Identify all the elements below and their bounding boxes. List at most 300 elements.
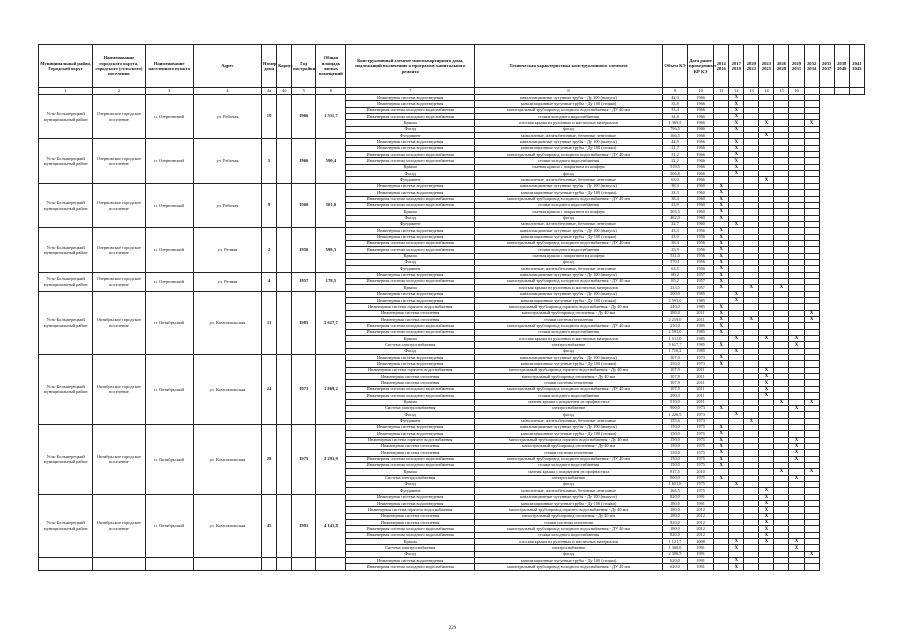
repair-period-mark: X (759, 488, 774, 494)
column-number (834, 88, 849, 95)
building-locality: п. Октябрьский (145, 355, 193, 425)
structural-element: Инженерная система отопления (346, 310, 475, 316)
building-year: 1956 (292, 228, 316, 272)
repair-period-mark: X (729, 412, 744, 418)
last-repair-date: 1985 (688, 323, 714, 329)
last-repair-date: 1966 (688, 139, 714, 145)
structural-element: Фундамент (346, 266, 475, 272)
repair-period-mark: X (714, 304, 729, 310)
column-header: 2026 2028 (774, 45, 789, 88)
element-volume: 150,0 (662, 437, 687, 443)
last-repair-date: 1966 (688, 114, 714, 120)
column-header: Техническая характеристика конструктивного элемента (475, 45, 663, 88)
repair-period-mark: X (714, 342, 729, 348)
element-volume: 180,0 (662, 507, 687, 513)
structural-element: Инженерная система холодного водоснабжения (346, 202, 475, 208)
building-settlement (93, 558, 145, 571)
technical-characteristic: монолитные, железобетонные, бетонные ленточные (475, 221, 663, 227)
last-repair-date: 1966 (688, 177, 714, 183)
building-area: 1 511,7 (316, 95, 346, 139)
repair-period-mark: X (714, 462, 729, 468)
structural-element: Инженерная система отопления (346, 450, 475, 456)
building-locality: п. Озерновский (145, 183, 193, 227)
repair-period-mark: X (714, 183, 729, 189)
repair-period-mark: X (774, 285, 789, 291)
repair-period-mark: X (759, 374, 774, 380)
building-house (262, 558, 277, 571)
last-repair-date: 1957 (688, 285, 714, 291)
element-volume: 21,7 (662, 145, 687, 151)
repair-period-mark: X (714, 234, 729, 240)
structural-element: Система электроснабжения (346, 405, 475, 411)
structural-element: Инженерная система водоотведения (346, 494, 475, 500)
repair-period-mark: X (759, 380, 774, 386)
technical-characteristic: электроснабжение (475, 405, 663, 411)
repair-period-mark: X (714, 247, 729, 253)
building-locality: п. Озерновский (145, 95, 193, 139)
repair-period-mark: X (759, 120, 774, 126)
structural-element: Инженерная система отопления (346, 520, 475, 526)
repair-period-mark (789, 564, 804, 570)
building-locality: п. Озерновский (145, 272, 193, 291)
technical-characteristic: канализационные чугунные трубы - Ду 100 (стояки) (475, 234, 663, 240)
element-volume: 38,3 (662, 183, 687, 189)
column-header: Дата ранее проведенных КР КЭ (688, 45, 714, 88)
document-page (38, 44, 865, 571)
building-street: ул. Рабочая (193, 95, 261, 139)
building-area: 590,4 (316, 139, 346, 183)
element-volume: 33,8 (662, 101, 687, 107)
repair-period-mark: X (714, 228, 729, 234)
element-volume: 233,5 (662, 285, 687, 291)
technical-characteristic: электроснабжение (475, 342, 663, 348)
element-volume: 150,0 (662, 450, 687, 456)
column-header: Общая площадь жилых помещений (316, 45, 346, 88)
last-repair-date: 1966 (688, 101, 714, 107)
structural-element: Инженерная система горячего водоснабжения (346, 507, 475, 513)
building-area: 178,5 (316, 272, 346, 291)
last-repair-date: 1956 (688, 266, 714, 272)
element-volume: 31,2 (662, 152, 687, 158)
last-repair-date: 1973 (688, 412, 714, 418)
element-volume: 1 226,5 (662, 412, 687, 418)
repair-period-mark: X (789, 545, 804, 551)
capital-repair-table (38, 44, 865, 571)
column-header: 2041 2043 (849, 45, 864, 88)
technical-characteristic: монолитные, железобетонные, бетонные ленточные (475, 177, 663, 183)
building-street: ул. Речная (193, 228, 261, 272)
last-repair-date: 1956 (688, 253, 714, 259)
structural-element: Фасад (346, 259, 475, 265)
last-repair-date: 1991 (688, 494, 714, 500)
last-repair-date: 1975 (688, 475, 714, 481)
repair-period-mark: X (714, 323, 729, 329)
column-number: 4б (277, 88, 292, 95)
building-district: Усть-Большерецкий муниципальный район (39, 183, 93, 227)
element-volume: 817,5 (662, 469, 687, 475)
building-settlement: Озерновское городское поселение (93, 95, 145, 139)
building-area: 501,0 (316, 183, 346, 227)
repair-period-mark (759, 564, 774, 570)
technical-characteristic: магистральный трубопровод горячего водоснабжения - Ду 40 мм (475, 367, 663, 373)
last-repair-date: 1960 (688, 190, 714, 196)
structural-element: Инженерная система отопления (346, 317, 475, 323)
building-house: 28 (262, 424, 277, 494)
column-number: 6 (316, 88, 346, 95)
technical-characteristic: магистральный трубопровод горячего водоснабжения - Ду 40 мм (475, 437, 663, 443)
element-volume: 60,2 (662, 272, 687, 278)
structural-element: Фундамент (346, 418, 475, 424)
structural-element: Инженерная система водоотведения (346, 234, 475, 240)
element-volume: 65,2 (662, 278, 687, 284)
repair-period-mark: X (729, 126, 744, 132)
building-street: ул. Рабочая (193, 183, 261, 227)
building-district: Усть-Большерецкий муниципальный район (39, 494, 93, 557)
structural-element: Инженерная система водоотведения (346, 501, 475, 507)
repair-period-mark: X (729, 558, 744, 564)
column-header: Объем КЭ (662, 45, 687, 88)
last-repair-date: 2011 (688, 374, 714, 380)
structural-element: Крыша (346, 399, 475, 405)
element-volume: 166,5 (662, 488, 687, 494)
technical-characteristic: стояки холодного водоснабжения (475, 158, 663, 164)
element-volume: 107,9 (662, 367, 687, 373)
technical-characteristic: скатная крыша с покрытием из шифера (475, 253, 663, 259)
repair-period-mark: X (759, 507, 774, 513)
last-repair-date: 1975 (688, 450, 714, 456)
last-repair-date: 1957 (688, 278, 714, 284)
structural-element: Инженерная система водоотведения (346, 183, 475, 189)
building-corpus (277, 228, 292, 272)
repair-period-mark: X (789, 475, 804, 481)
technical-characteristic: фасад (475, 412, 663, 418)
technical-characteristic: фасад (475, 551, 663, 557)
element-volume: 506,8 (662, 171, 687, 177)
repair-period-mark: X (714, 424, 729, 430)
structural-element: Инженерная система водоотведения (346, 145, 475, 151)
building-street: ул. Комсомольская (193, 424, 261, 494)
last-repair-date: 1966 (688, 145, 714, 151)
repair-period-mark: X (729, 481, 744, 487)
repair-period-mark: X (714, 266, 729, 272)
repair-period-mark: X (744, 317, 759, 323)
element-volume: 38,4 (662, 196, 687, 202)
repair-period-mark: X (729, 114, 744, 120)
building-settlement: Октябрьское городское поселение (93, 424, 145, 494)
building-year: 1966 (292, 139, 316, 183)
building-year: 1985 (292, 291, 316, 354)
technical-characteristic: магистральный трубопровод холодного водоснабжения - ДУ 40 мм (475, 526, 663, 532)
building-area (316, 558, 346, 571)
building-street: ул. Комсомольская (193, 494, 261, 557)
building-house: 24 (262, 355, 277, 425)
repair-period-mark: X (789, 336, 804, 342)
repair-period-mark: X (759, 386, 774, 392)
building-district: Усть-Большерецкий муниципальный район (39, 424, 93, 494)
last-repair-date: 2011 (688, 367, 714, 373)
repair-period-mark: X (729, 107, 744, 113)
technical-characteristic: стояки холодного водоснабжения (475, 202, 663, 208)
technical-characteristic: магистральный трубопровод отопления - Ду 40 мм (475, 310, 663, 316)
element-volume: 1 300,0 (662, 545, 687, 551)
building-locality (145, 558, 193, 571)
column-number-row (39, 88, 865, 95)
repair-period-mark: X (714, 475, 729, 481)
repair-period-mark: X (729, 164, 744, 170)
technical-characteristic: магистральный трубопровод горячего водоснабжения - Ду 40 мм (475, 304, 663, 310)
element-volume: 1 710,2 (662, 348, 687, 354)
last-repair-date: 1966 (688, 107, 714, 113)
column-number: 8 (475, 88, 663, 95)
building-settlement: Октябрьское городское поселение (93, 494, 145, 557)
structural-element: Инженерная система холодного водоснабжения (346, 240, 475, 246)
last-repair-date: 1966 (688, 164, 714, 170)
structural-element: Инженерная система водоотведения (346, 139, 475, 145)
structural-element: Инженерная система холодного водоснабжения (346, 323, 475, 329)
element-volume: 107,9 (662, 386, 687, 392)
last-repair-date: 1966 (688, 158, 714, 164)
structural-element: Крыша (346, 285, 475, 291)
column-number: 2 (93, 88, 145, 95)
column-header: Адрес (193, 45, 261, 88)
repair-period-mark: X (804, 399, 819, 405)
column-number: 13 (744, 88, 759, 95)
building-year: 1991 (292, 494, 316, 557)
technical-characteristic: плоская крыша из рулонных и мастичных материалов (475, 336, 663, 342)
column-number (804, 88, 819, 95)
structural-element: Инженерная система горячего водоснабжения (346, 437, 475, 443)
structural-element: Инженерная система холодного водоснабжения (346, 564, 475, 570)
column-header: Муниципальный район, Городской округ (39, 45, 93, 88)
technical-characteristic: стояки системы отопления (475, 380, 663, 386)
structural-element: Инженерная система водоотведения (346, 101, 475, 107)
element-volume: 462,0 (662, 215, 687, 221)
repair-period-mark: X (714, 310, 729, 316)
column-header: 2017 2019 (729, 45, 744, 88)
structural-element: Фасад (346, 412, 475, 418)
last-repair-date: 1960 (688, 202, 714, 208)
element-volume: 620,0 (662, 558, 687, 564)
structural-element: Инженерная система водоотведения (346, 291, 475, 297)
element-volume: 150,0 (662, 431, 687, 437)
last-repair-date: 1991 (688, 551, 714, 557)
technical-characteristic: электроснабжение (475, 545, 663, 551)
building-house: 19 (262, 95, 277, 139)
repair-period-mark: X (729, 139, 744, 145)
structural-element: Фундамент (346, 133, 475, 139)
technical-characteristic: канализационные чугунные трубы - Ду 100 (стояки) (475, 101, 663, 107)
building-house: 2 (262, 228, 277, 272)
element-volume: 150,0 (662, 462, 687, 468)
repair-period-mark: X (759, 393, 774, 399)
technical-characteristic: магистральный трубопровод холодного водоснабжения - ДУ 40 мм (475, 323, 663, 329)
repair-period-mark: X (789, 342, 804, 348)
element-volume: 2 306,5 (662, 551, 687, 557)
structural-element: Фасад (346, 171, 475, 177)
element-volume: 531,0 (662, 253, 687, 259)
building-area: 599,3 (316, 228, 346, 272)
structural-element: Инженерная система водоотведения (346, 190, 475, 196)
building-area: 2 293,9 (316, 424, 346, 494)
technical-characteristic: канализационные чугунные трубы - Ду 100 (выпуск) (475, 424, 663, 430)
repair-period-mark: X (714, 443, 729, 449)
element-volume: 23,0 (662, 234, 687, 240)
structural-element: Крыша (346, 120, 475, 126)
column-number (849, 88, 864, 95)
technical-characteristic: канализационные чугунные трубы - Ду 100 (выпуск) (475, 183, 663, 189)
technical-characteristic: канализационные чугунные трубы - Ду 100 (выпуск) (475, 228, 663, 234)
element-volume: 150,0 (662, 456, 687, 462)
building-house: 4 (262, 272, 277, 291)
column-number: 11 (714, 88, 729, 95)
repair-period-mark: X (759, 494, 774, 500)
building-year: 1975 (292, 424, 316, 494)
building-corpus (277, 355, 292, 425)
element-volume: 820,0 (662, 532, 687, 538)
repair-period-mark: X (759, 539, 774, 545)
element-volume: 519,5 (662, 164, 687, 170)
repair-period-mark: X (789, 456, 804, 462)
building-street (193, 558, 261, 571)
last-repair-date: 1985 (688, 298, 714, 304)
element-volume: 38,4 (662, 240, 687, 246)
element-volume: 820,0 (662, 520, 687, 526)
structural-element: Инженерная система холодного водоснабжения (346, 114, 475, 120)
repair-period-mark: X (714, 437, 729, 443)
element-volume: 900,0 (662, 405, 687, 411)
last-repair-date: 1975 (688, 443, 714, 449)
structural-element: Инженерная система водоотведения (346, 355, 475, 361)
element-volume: 155,6 (662, 418, 687, 424)
technical-characteristic: магистральный трубопровод отопления - Ду 40 мм (475, 513, 663, 519)
column-header: Наименование населенного пункта (145, 45, 193, 88)
repair-period-mark: X (759, 520, 774, 526)
element-volume: 22,7 (662, 221, 687, 227)
building-settlement: Октябрьское городское поселение (93, 355, 145, 425)
element-volume: 107,9 (662, 374, 687, 380)
column-header: Наименование городского округа, городского (сельского) поселения (93, 45, 145, 88)
technical-characteristic: стояки холодного водоснабжения (475, 114, 663, 120)
last-repair-date: 1991 (688, 545, 714, 551)
technical-characteristic: магистральный трубопровод отопления - Ду 40 мм (475, 374, 663, 380)
technical-characteristic: скатная крыша с покрытием из шифера (475, 209, 663, 215)
repair-period-mark: X (744, 285, 759, 291)
last-repair-date: 1960 (688, 196, 714, 202)
element-volume: 1 511,0 (662, 336, 687, 342)
building-locality: п. Октябрьский (145, 424, 193, 494)
repair-period-mark: X (714, 253, 729, 259)
column-header: Год постройки (292, 45, 316, 88)
repair-period-mark: X (759, 177, 774, 183)
building-area: 5 617,7 (316, 291, 346, 354)
last-repair-date: 1975 (688, 488, 714, 494)
last-repair-date: 1985 (688, 304, 714, 310)
structural-element: Инженерная система холодного водоснабжения (346, 386, 475, 392)
last-repair-date: 1985 (688, 342, 714, 348)
last-repair-date: 1956 (688, 247, 714, 253)
building-year: 1957 (292, 272, 316, 291)
column-header: Номер дома (262, 45, 277, 88)
element-volume: 23,3 (662, 190, 687, 196)
last-repair-date: 1956 (688, 259, 714, 265)
structural-element: Система электроснабжения (346, 342, 475, 348)
building-district: Усть-Большерецкий муниципальный район (39, 291, 93, 354)
structural-element: Инженерная система горячего водоснабжения (346, 367, 475, 373)
building-house: 5 (262, 139, 277, 183)
technical-characteristic: фасад (475, 259, 663, 265)
technical-characteristic: фасад (475, 348, 663, 354)
technical-characteristic: плоская крыша из рулонных и мастичных материалов (475, 539, 663, 545)
column-number: 14 (759, 88, 774, 95)
building-district: Усть-Большерецкий муниципальный район (39, 139, 93, 183)
column-number: 5 (292, 88, 316, 95)
building-corpus (277, 424, 292, 494)
structural-element: Инженерная система водоотведения (346, 228, 475, 234)
last-repair-date: 1975 (688, 431, 714, 437)
repair-period-mark: X (774, 469, 789, 475)
technical-characteristic: канализационные чугунные трубы - Ду 100 (стояки) (475, 558, 663, 564)
technical-characteristic: магистральный трубопровод горячего водоснабжения - Ду 40 мм (475, 507, 663, 513)
column-header: 2035 2037 (819, 45, 834, 88)
technical-characteristic: скатная крыша с покрытием из шифера (475, 164, 663, 170)
repair-period-mark: X (789, 450, 804, 456)
element-volume: 180,0 (662, 501, 687, 507)
structural-element: Крыша (346, 253, 475, 259)
last-repair-date: 2012 (688, 526, 714, 532)
repair-period-mark: X (759, 336, 774, 342)
technical-characteristic: канализационные чугунные трубы - Ду 100 (стояки) (475, 361, 663, 367)
last-repair-date: 1991 (688, 564, 714, 570)
element-volume: 63,5 (662, 266, 687, 272)
building-corpus (277, 95, 292, 139)
building-settlement: Озерновское городское поселение (93, 228, 145, 272)
repair-period-mark: X (714, 215, 729, 221)
last-repair-date: 2008 (688, 539, 714, 545)
element-volume: 505,5 (662, 209, 687, 215)
structural-element: Крыша (346, 336, 475, 342)
structural-element: Инженерная система холодного водоснабжения (346, 456, 475, 462)
element-volume: 796,5 (662, 126, 687, 132)
technical-characteristic: магистральный трубопровод холодного водоснабжения - ДУ 40 мм (475, 152, 663, 158)
element-volume: 1 369,5 (662, 120, 687, 126)
repair-period-mark (774, 564, 789, 570)
repair-period-mark: X (774, 399, 789, 405)
last-repair-date: 1960 (688, 215, 714, 221)
last-repair-date: 1975 (688, 437, 714, 443)
structural-element: Инженерная система холодного водоснабжения (346, 158, 475, 164)
last-repair-date: 2012 (688, 507, 714, 513)
technical-characteristic: магистральный трубопровод холодного водоснабжения - ДУ 40 мм (475, 278, 663, 284)
repair-period-mark: X (714, 329, 729, 335)
building-house: 9 (262, 183, 277, 227)
column-header: Конструктивный элемент многоквартирного дома, подлежащий включению в программу капитального ремонта (346, 45, 475, 88)
building-corpus (277, 139, 292, 183)
repair-period-mark: X (729, 564, 744, 570)
building-district: Усть-Большерецкий муниципальный район (39, 272, 93, 291)
building-locality: п. Озерновский (145, 228, 193, 272)
column-number: 10 (688, 88, 714, 95)
repair-period-mark: X (744, 418, 759, 424)
last-repair-date: 2012 (688, 513, 714, 519)
structural-element: Инженерная система холодного водоснабжения (346, 462, 475, 468)
repair-period-mark: X (729, 145, 744, 151)
technical-characteristic: монолитные, железобетонные, бетонные ленточные (475, 418, 663, 424)
repair-period-mark: X (729, 348, 744, 354)
repair-period-mark: X (729, 336, 744, 342)
last-repair-date: 1991 (688, 558, 714, 564)
technical-characteristic: плоская крыша из рулонных и мастичных материалов (475, 285, 663, 291)
structural-element: Фасад (346, 126, 475, 132)
